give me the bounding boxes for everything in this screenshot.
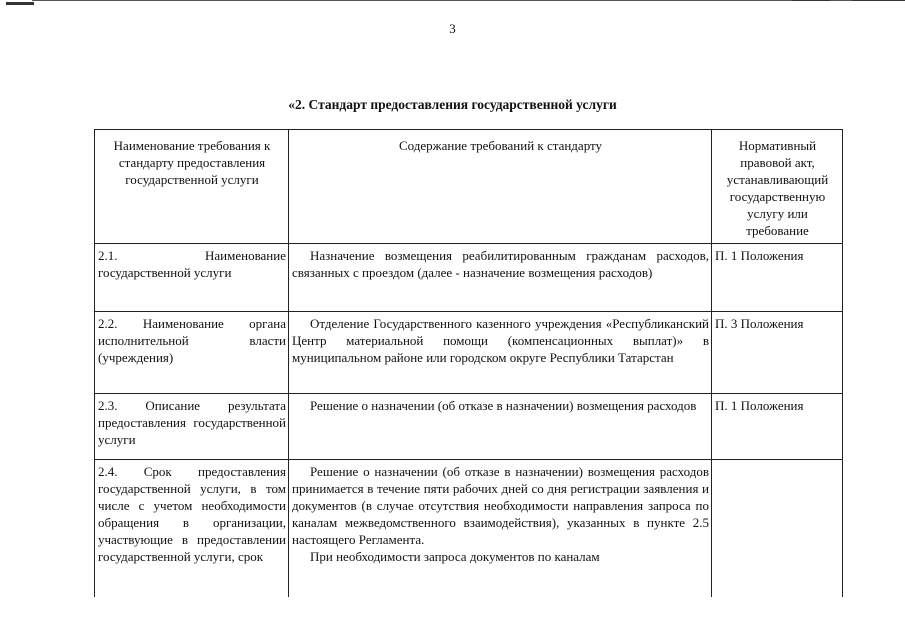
row-2-4-content: Решение о назначении (об отказе в назначении) возмещения расходов принимается в течение пяти рабочих дней со дня регистрации заявления и документов (в случае отсутствия необходимости направления запроса по каналам межведомственного взаимодействия), указанных в пункте 2.5 настоящего Регламента. — [292, 464, 709, 547]
row-2-2-act: П. 3 Положения — [712, 312, 843, 394]
row-2-3-content: Решение о назначении (об отказе в назначении) возмещения расходов — [289, 394, 712, 460]
row-2-4-content-cell — [289, 460, 712, 598]
scan-mark-right — [792, 0, 830, 1]
table-row — [95, 244, 843, 312]
page-number: 3 — [449, 21, 456, 36]
page-top-border — [32, 0, 905, 1]
row-2-1-act: П. 1 Положения — [712, 244, 843, 312]
scan-mark-right-2 — [852, 0, 905, 1]
section-title: «2. Стандарт предоставления государственной услуги — [288, 97, 617, 112]
row-2-4-content-continued: При необходимости запроса документов по каналам — [310, 549, 600, 564]
header-requirement-content: Содержание требований к стандарту — [289, 130, 712, 244]
table-row — [95, 460, 843, 598]
row-2-3-act: П. 1 Положения — [712, 394, 843, 460]
table-header-row — [95, 130, 843, 244]
table-row — [95, 312, 843, 394]
header-requirement-name: Наименование требования к стандарту предоставления государственной услуги — [95, 130, 289, 244]
table-row — [95, 394, 843, 460]
row-2-2-name: 2.2. Наименование органа исполнительной власти (учреждения) — [95, 312, 289, 394]
row-2-2-content: Отделение Государственного казенного учреждения «Республиканский Центр материальной помощи (компенсационных выплат)» в муниципальном районе или городском округе Республики Татарстан — [289, 312, 712, 394]
row-2-4-act — [712, 460, 843, 598]
scan-mark — [6, 2, 34, 5]
standard-table — [94, 129, 843, 597]
row-2-4-name: 2.4. Срок предоставления государственной услуги, в том числе с учетом необходимости обращения в организации, участвующие в предоставлении государственной услуги, срок — [95, 460, 289, 598]
row-2-3-name: 2.3. Описание результата предоставления государственной услуги — [95, 394, 289, 460]
header-normative-act: Нормативный правовой акт, устанавливающий государственную услугу или требование — [712, 130, 843, 244]
row-2-1-name: 2.1. Наименование государственной услуги — [95, 244, 289, 312]
row-2-1-content: Назначение возмещения реабилитированным гражданам расходов, связанных с проездом (далее - назначение возмещения расходов) — [289, 244, 712, 312]
